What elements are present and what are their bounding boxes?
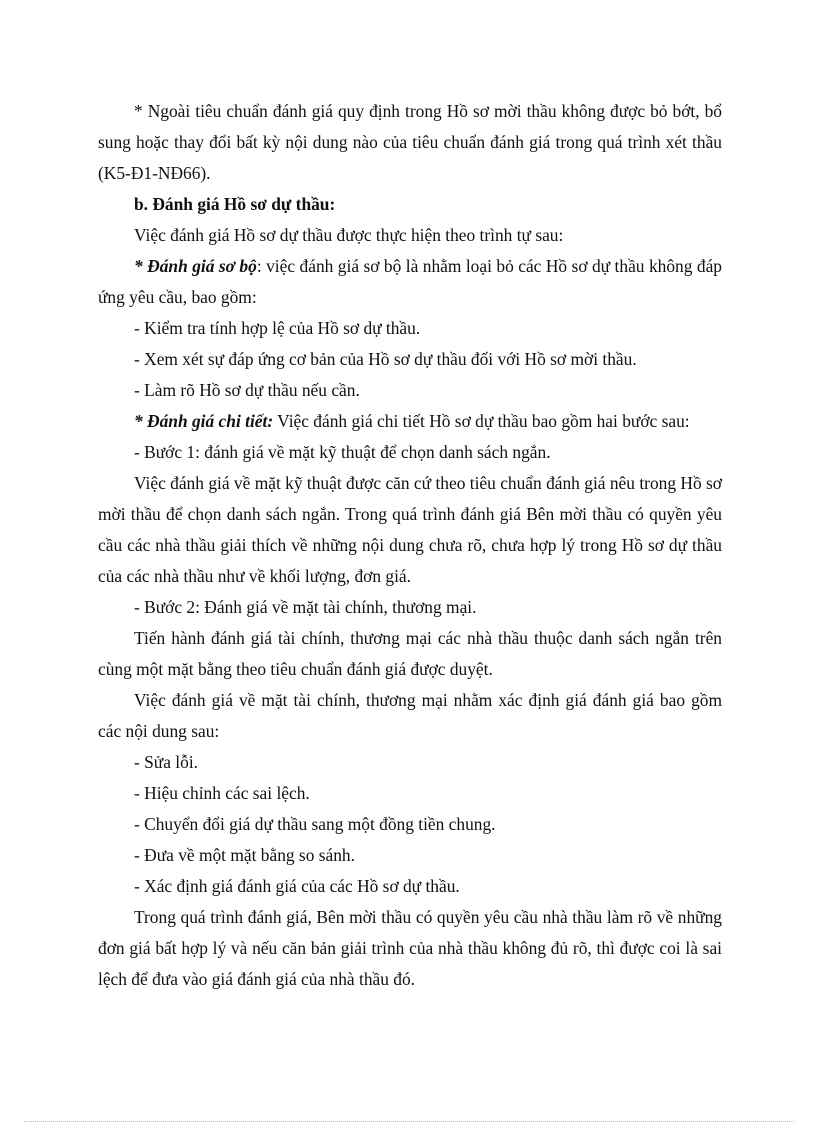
paragraph-text: Ngoài tiêu chuẩn đánh giá quy định trong Hồ sơ mời thầu không được bỏ bớt, bổ sung hoặc thay đổi bất kỳ nội dung nào của tiêu chuẩn đánh giá trong quá trình xét thầu (K5-Đ1-NĐ66). xyxy=(98,101,722,183)
detailed-label: * Đánh giá chi tiết: xyxy=(134,411,274,431)
paragraph-criteria-note xyxy=(98,96,722,189)
paragraph-step1-detail: Việc đánh giá về mặt kỹ thuật được căn cứ theo tiêu chuẩn đánh giá nêu trong Hồ sơ mời thầu để chọn danh sách ngắn. Trong quá trình đánh giá Bên mời thầu có quyền yêu cầu các nhà thầu giải thích về những nội dung chưa rõ, chưa hợp lý trong Hồ sơ dự thầu của các nhà thầu như về khối lượng, đơn giá. xyxy=(98,473,722,586)
list-item: - Làm rõ Hồ sơ dự thầu nếu cần. xyxy=(134,380,360,400)
list-item: - Sửa lỗi. xyxy=(134,752,199,772)
step-2: - Bước 2: Đánh giá về mặt tài chính, thương mại. xyxy=(134,597,477,617)
paragraph-detailed xyxy=(98,406,722,437)
section-heading-b: b. Đánh giá Hồ sơ dự thầu: xyxy=(134,194,336,214)
document-page xyxy=(98,96,722,995)
detailed-text: Việc đánh giá chi tiết Hồ sơ dự thầu bao gồm hai bước sau: xyxy=(273,411,690,431)
paragraph-step2-content: Việc đánh giá về mặt tài chính, thương mại nhằm xác định giá đánh giá bao gồm các nội dung sau: xyxy=(98,690,722,741)
paragraph-final: Trong quá trình đánh giá, Bên mời thầu có quyền yêu cầu nhà thầu làm rõ về những đơn giá bất hợp lý và nếu căn bản giải trình của nhà thầu không đủ rõ, thì được coi là sai lệch để đưa vào giá đánh giá của nhà thầu đó. xyxy=(98,907,722,989)
preliminary-label: * Đánh giá sơ bộ xyxy=(134,256,257,276)
list-item: - Đưa về một mặt bằng so sánh. xyxy=(134,845,355,865)
list-item: - Kiểm tra tính hợp lệ của Hồ sơ dự thầu. xyxy=(134,318,421,338)
list-item: - Xem xét sự đáp ứng cơ bản của Hồ sơ dự thầu đối với Hồ sơ mời thầu. xyxy=(134,349,637,369)
paragraph-intro: Việc đánh giá Hồ sơ dự thầu được thực hiện theo trình tự sau: xyxy=(134,225,564,245)
list-item: - Chuyển đổi giá dự thầu sang một đồng tiền chung. xyxy=(134,814,496,834)
paragraph-preliminary xyxy=(98,251,722,313)
star-marker: * xyxy=(134,101,148,121)
preliminary-text: : việc đánh giá sơ bộ là nhằm loại bỏ các Hồ sơ dự thầu không đáp ứng yêu cầu, bao gồm: xyxy=(98,256,722,307)
page-footer-divider xyxy=(24,1121,794,1122)
list-item: - Hiệu chỉnh các sai lệch. xyxy=(134,783,310,803)
list-item: - Xác định giá đánh giá của các Hồ sơ dự thầu. xyxy=(134,876,460,896)
step-1: - Bước 1: đánh giá về mặt kỹ thuật để chọn danh sách ngắn. xyxy=(134,442,551,462)
paragraph-step2-intro: Tiến hành đánh giá tài chính, thương mại các nhà thầu thuộc danh sách ngắn trên cùng một mặt bằng theo tiêu chuẩn đánh giá được duyệt. xyxy=(98,628,722,679)
